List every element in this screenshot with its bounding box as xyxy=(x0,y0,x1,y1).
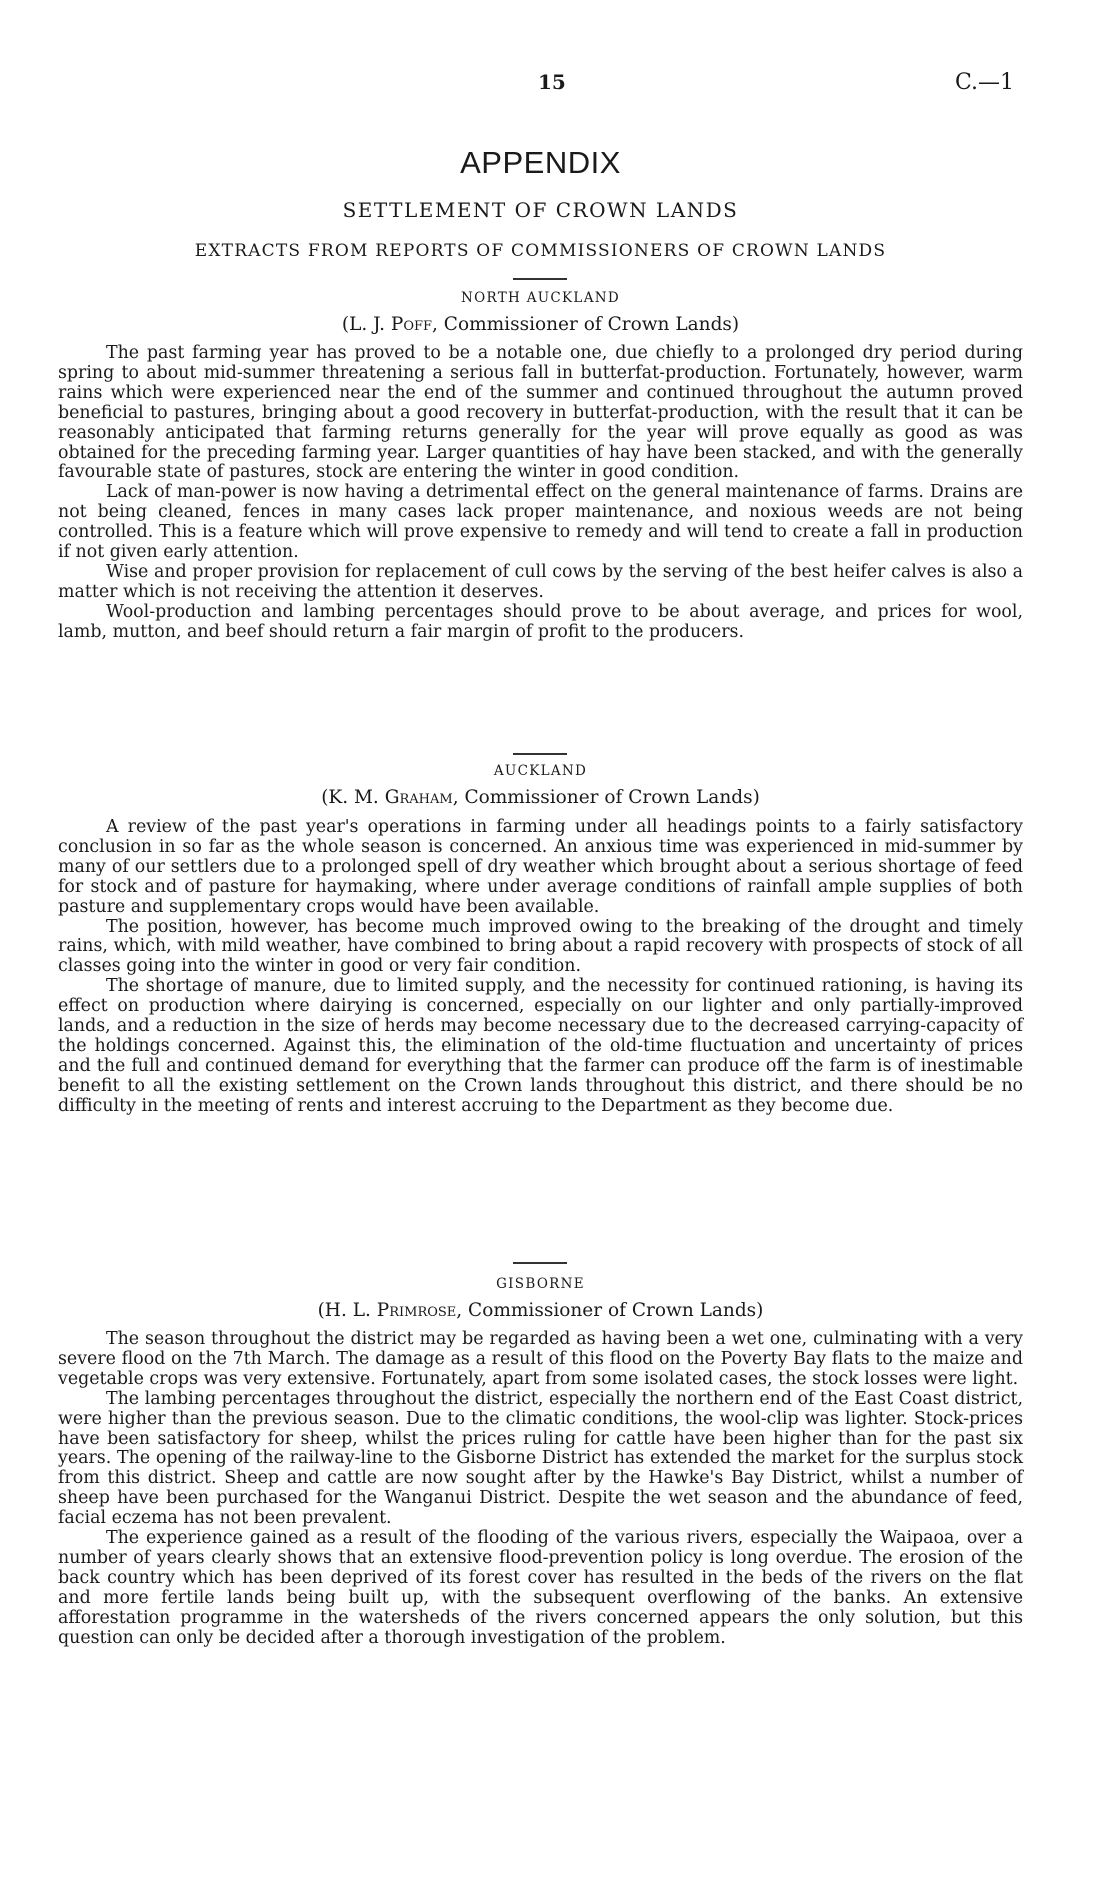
commissioner-initials: (K. M. xyxy=(321,787,385,808)
paragraph: A review of the past year's operations in farming under all headings points to a fairly satisfactory conclusion in so far as the whole season is concerned. An anxious time was experienced in mid-summer by many of our settlers due to a prolonged spell of dry weather which brought about a serious shortage of feed for stock and of pasture for haymaking, where under average conditions of rainfall ample supplies of both pasture and supplementary crops would have been available. xyxy=(58,817,1023,917)
district-heading: GISBORNE xyxy=(496,1276,585,1292)
page-number: 15 xyxy=(538,70,566,94)
commissioner-name: Primrose xyxy=(376,1300,457,1321)
paragraph: The position, however, has become much improved owing to the breaking of the drought and timely rains, which, with mild weather, have combined to bring about a rapid recovery with prospects of stock of all classes going into the winter in good or very fair condition. xyxy=(58,916,1023,977)
divider xyxy=(513,753,567,755)
paragraph: Wise and proper provision for replacement of cull cows by the serving of the best heifer calves is also a matter which is not receiving the attention it deserves. xyxy=(58,561,1023,602)
divider xyxy=(513,278,567,280)
page-title: APPENDIX xyxy=(460,145,621,180)
paragraph: The experience gained as a result of the flooding of the various rivers, especially the Waipaoa, over a number of years clearly shows that an extensive flood-prevention policy is long overdue. The erosion of the back country which has been deprived of its forest cover has resulted in the beds of the rivers on the flat and more fertile lands being built up, with the subsequent overflowing of the banks. An extensive afforestation programme in the watersheds of the rivers concerned appears the only solution, but this question can only be decided after a thorough investigation of the problem. xyxy=(58,1528,1023,1648)
paragraph: Lack of man-power is now having a detrimental effect on the general maintenance of farms. Drains are not being cleaned, fences in many cases lack proper maintenance, and noxious weeds are not being controlled. This is a feature which will prove expensive to remedy and will tend to create a fall in production if not given early attention. xyxy=(58,482,1023,563)
commissioner-title: , Commissioner of Crown Lands) xyxy=(456,1300,764,1321)
paragraph: The lambing percentages throughout the district, especially the northern end of the East Coast district, were higher than the previous season. Due to the climatic conditions, the wool-clip was lighter. Stock-prices have been satisfactory for sheep, whilst the prices ruling for cattle have been higher than for the past six years. The opening of the railway-line to the Gisborne District has extended the market for the surplus stock from this district. Sheep and cattle are now sought after by the Hawke's Bay District, whilst a number of sheep have been purchased for the Wanganui District. Despite the wet season and the abundance of feed, facial eczema has not been prevalent. xyxy=(58,1388,1023,1529)
commissioner-name: Graham xyxy=(384,787,453,808)
page-subsubtitle: EXTRACTS FROM REPORTS OF COMMISSIONERS OF CROWN LANDS xyxy=(194,241,887,261)
document-reference: C.—1 xyxy=(955,70,1015,95)
section-body xyxy=(58,818,1023,1117)
paragraph: The season throughout the district may be regarded as having been a wet one, culminating with a very severe flood on the 7th March. The damage as a result of this flood on the Poverty Bay flats to the maize and vegetable crops was very extensive. Fortunately, apart from some isolated cases, the stock losses were light. xyxy=(58,1329,1023,1389)
commissioner-initials: (L. J. xyxy=(341,314,391,335)
district-heading: AUCKLAND xyxy=(493,763,588,779)
commissioner-line xyxy=(58,1300,1023,1321)
section-body xyxy=(58,344,1023,643)
district-heading: NORTH AUCKLAND xyxy=(461,290,620,306)
commissioner-title: , Commissioner of Crown Lands) xyxy=(432,314,740,335)
paragraph: The past farming year has proved to be a notable one, due chiefly to a prolonged dry period during spring to about mid-summer threatening a serious fall in butterfat-production. Fortunately, however, warm rains which were experienced near the end of the summer and continued throughout the autumn proved beneficial to pastures, bringing about a good recovery in butterfat-production, with the result that it can be reasonably anticipated that farming returns generally for the year will prove equally as good as was obtained for the preceding farming year. Larger quantities of hay have been stacked, and with the generally favourable state of pastures, stock are entering the winter in good condition. xyxy=(58,343,1023,483)
page-subtitle: SETTLEMENT OF CROWN LANDS xyxy=(342,198,739,222)
paragraph: The shortage of manure, due to limited supply, and the necessity for continued rationing, is having its effect on production where dairying is concerned, especially on our lighter and only partially-improved lands, and a reduction in the size of herds may become necessary due to the decreased carrying-capacity of the holdings concerned. Against this, the elimination of the old-time fluctuation and uncertainty of prices and the full and continued demand for everything that the farmer can produce off the farm is of inestimable benefit to all the existing settlement on the Crown lands throughout this district, and there should be no difficulty in the meeting of rents and interest accruing to the Department as they become due. xyxy=(58,976,1023,1116)
commissioner-line xyxy=(58,787,1023,808)
section-body xyxy=(58,1330,1023,1649)
paragraph: Wool-production and lambing percentages should prove to be about average, and prices for wool, lamb, mutton, and beef should return a fair margin of profit to the producers. xyxy=(58,601,1023,642)
commissioner-initials: (H. L. xyxy=(317,1300,377,1321)
divider xyxy=(513,1262,567,1264)
commissioner-name: Poff xyxy=(390,314,433,335)
commissioner-line xyxy=(58,314,1023,335)
commissioner-title: , Commissioner of Crown Lands) xyxy=(452,787,760,808)
